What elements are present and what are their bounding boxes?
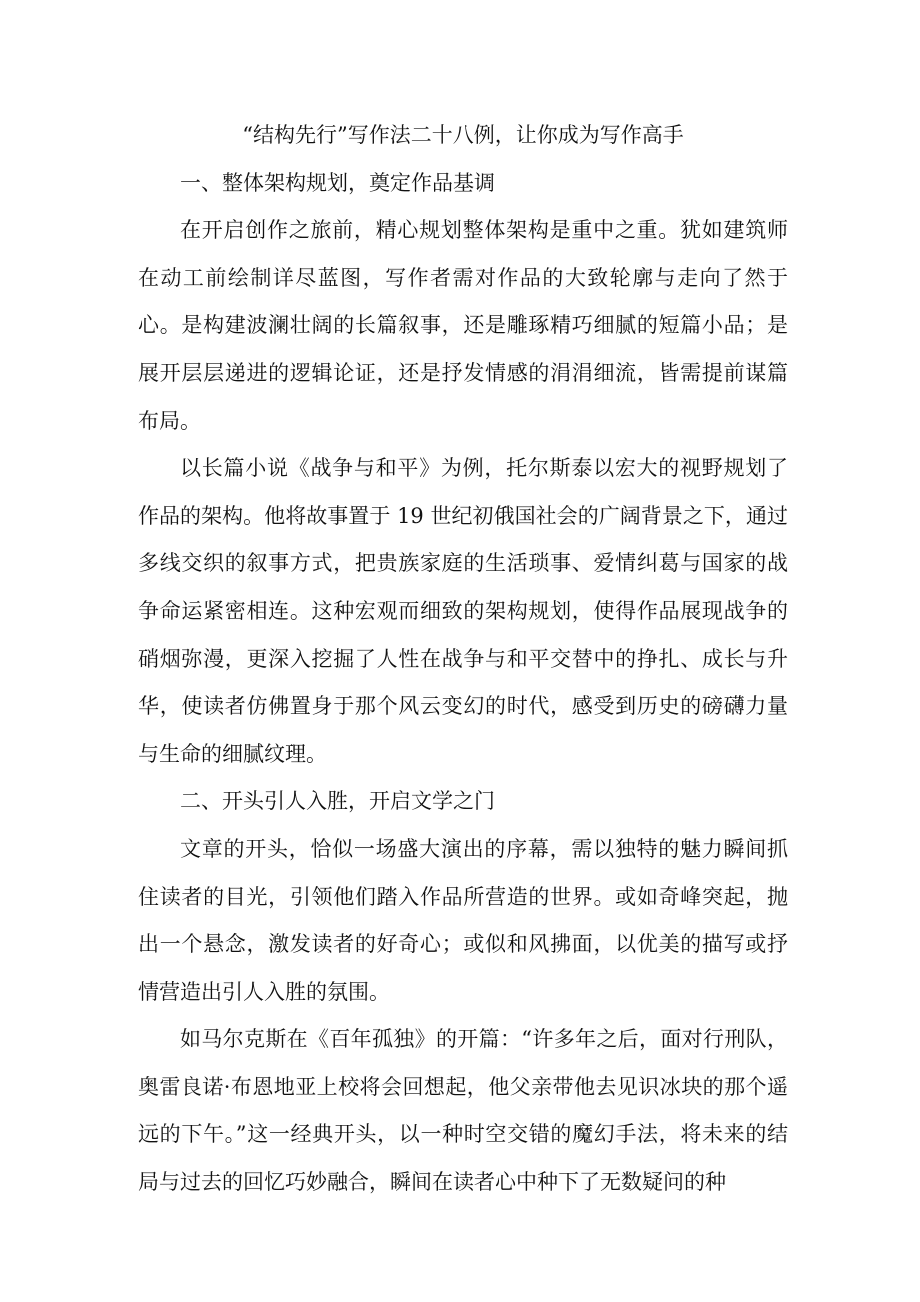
paragraph: 以长篇小说《战争与和平》为例，托尔斯泰以宏大的视野规划了作品的架构。他将故事置于 19 世纪初俄国社会的广阔背景之下，通过多线交织的叙事方式，把贵族家庭的生活琐事、爱情纠葛与国家的战争命运紧密相连。这种宏观而细致的架构规划，使得作品展现战争的硝烟弥漫，更深入挖掘了人性在战争与和平交替中的挣扎、成长与升华，使读者仿佛置身于那个风云变幻的时代，感受到历史的磅礴力量与生命的细腻纹理。 [138, 456, 788, 766]
section-heading-1: 一、整体架构规划，奠定作品基调 [180, 170, 495, 195]
paragraph: 如马尔克斯在《百年孤独》的开篇：“许多年之后，面对行刑队，奥雷良诺·布恩地亚上校将会回想起，他父亲带他去见识冰块的那个遥远的下午。”这一经典开头，以一种时空交错的魔幻手法，将未来的结局与过去的回忆巧妙融合，瞬间在读者心中种下了无数疑问的种 [138, 1027, 788, 1195]
document-body [138, 112, 788, 1207]
paragraph: 在开启创作之旅前，精心规划整体架构是重中之重。犹如建筑师在动工前绘制详尽蓝图，写作者需对作品的大致轮廓与走向了然于心。是构建波澜壮阔的长篇叙事，还是雕琢精巧细腻的短篇小品；是展开层层递进的逻辑论证，还是抒发情感的涓涓细流，皆需提前谋篇布局。 [138, 218, 788, 433]
document-title: “结构先行”写作法二十八例，让你成为写作高手 [242, 123, 684, 147]
section-heading-2: 二、开头引人入胜，开启文学之门 [180, 789, 495, 814]
paragraph: 文章的开头，恰似一场盛大演出的序幕，需以独特的魅力瞬间抓住读者的目光，引领他们踏入作品所营造的世界。或如奇峰突起，抛出一个悬念，激发读者的好奇心；或似和风拂面，以优美的描写或抒情营造出引人入胜的氛围。 [138, 836, 788, 1004]
